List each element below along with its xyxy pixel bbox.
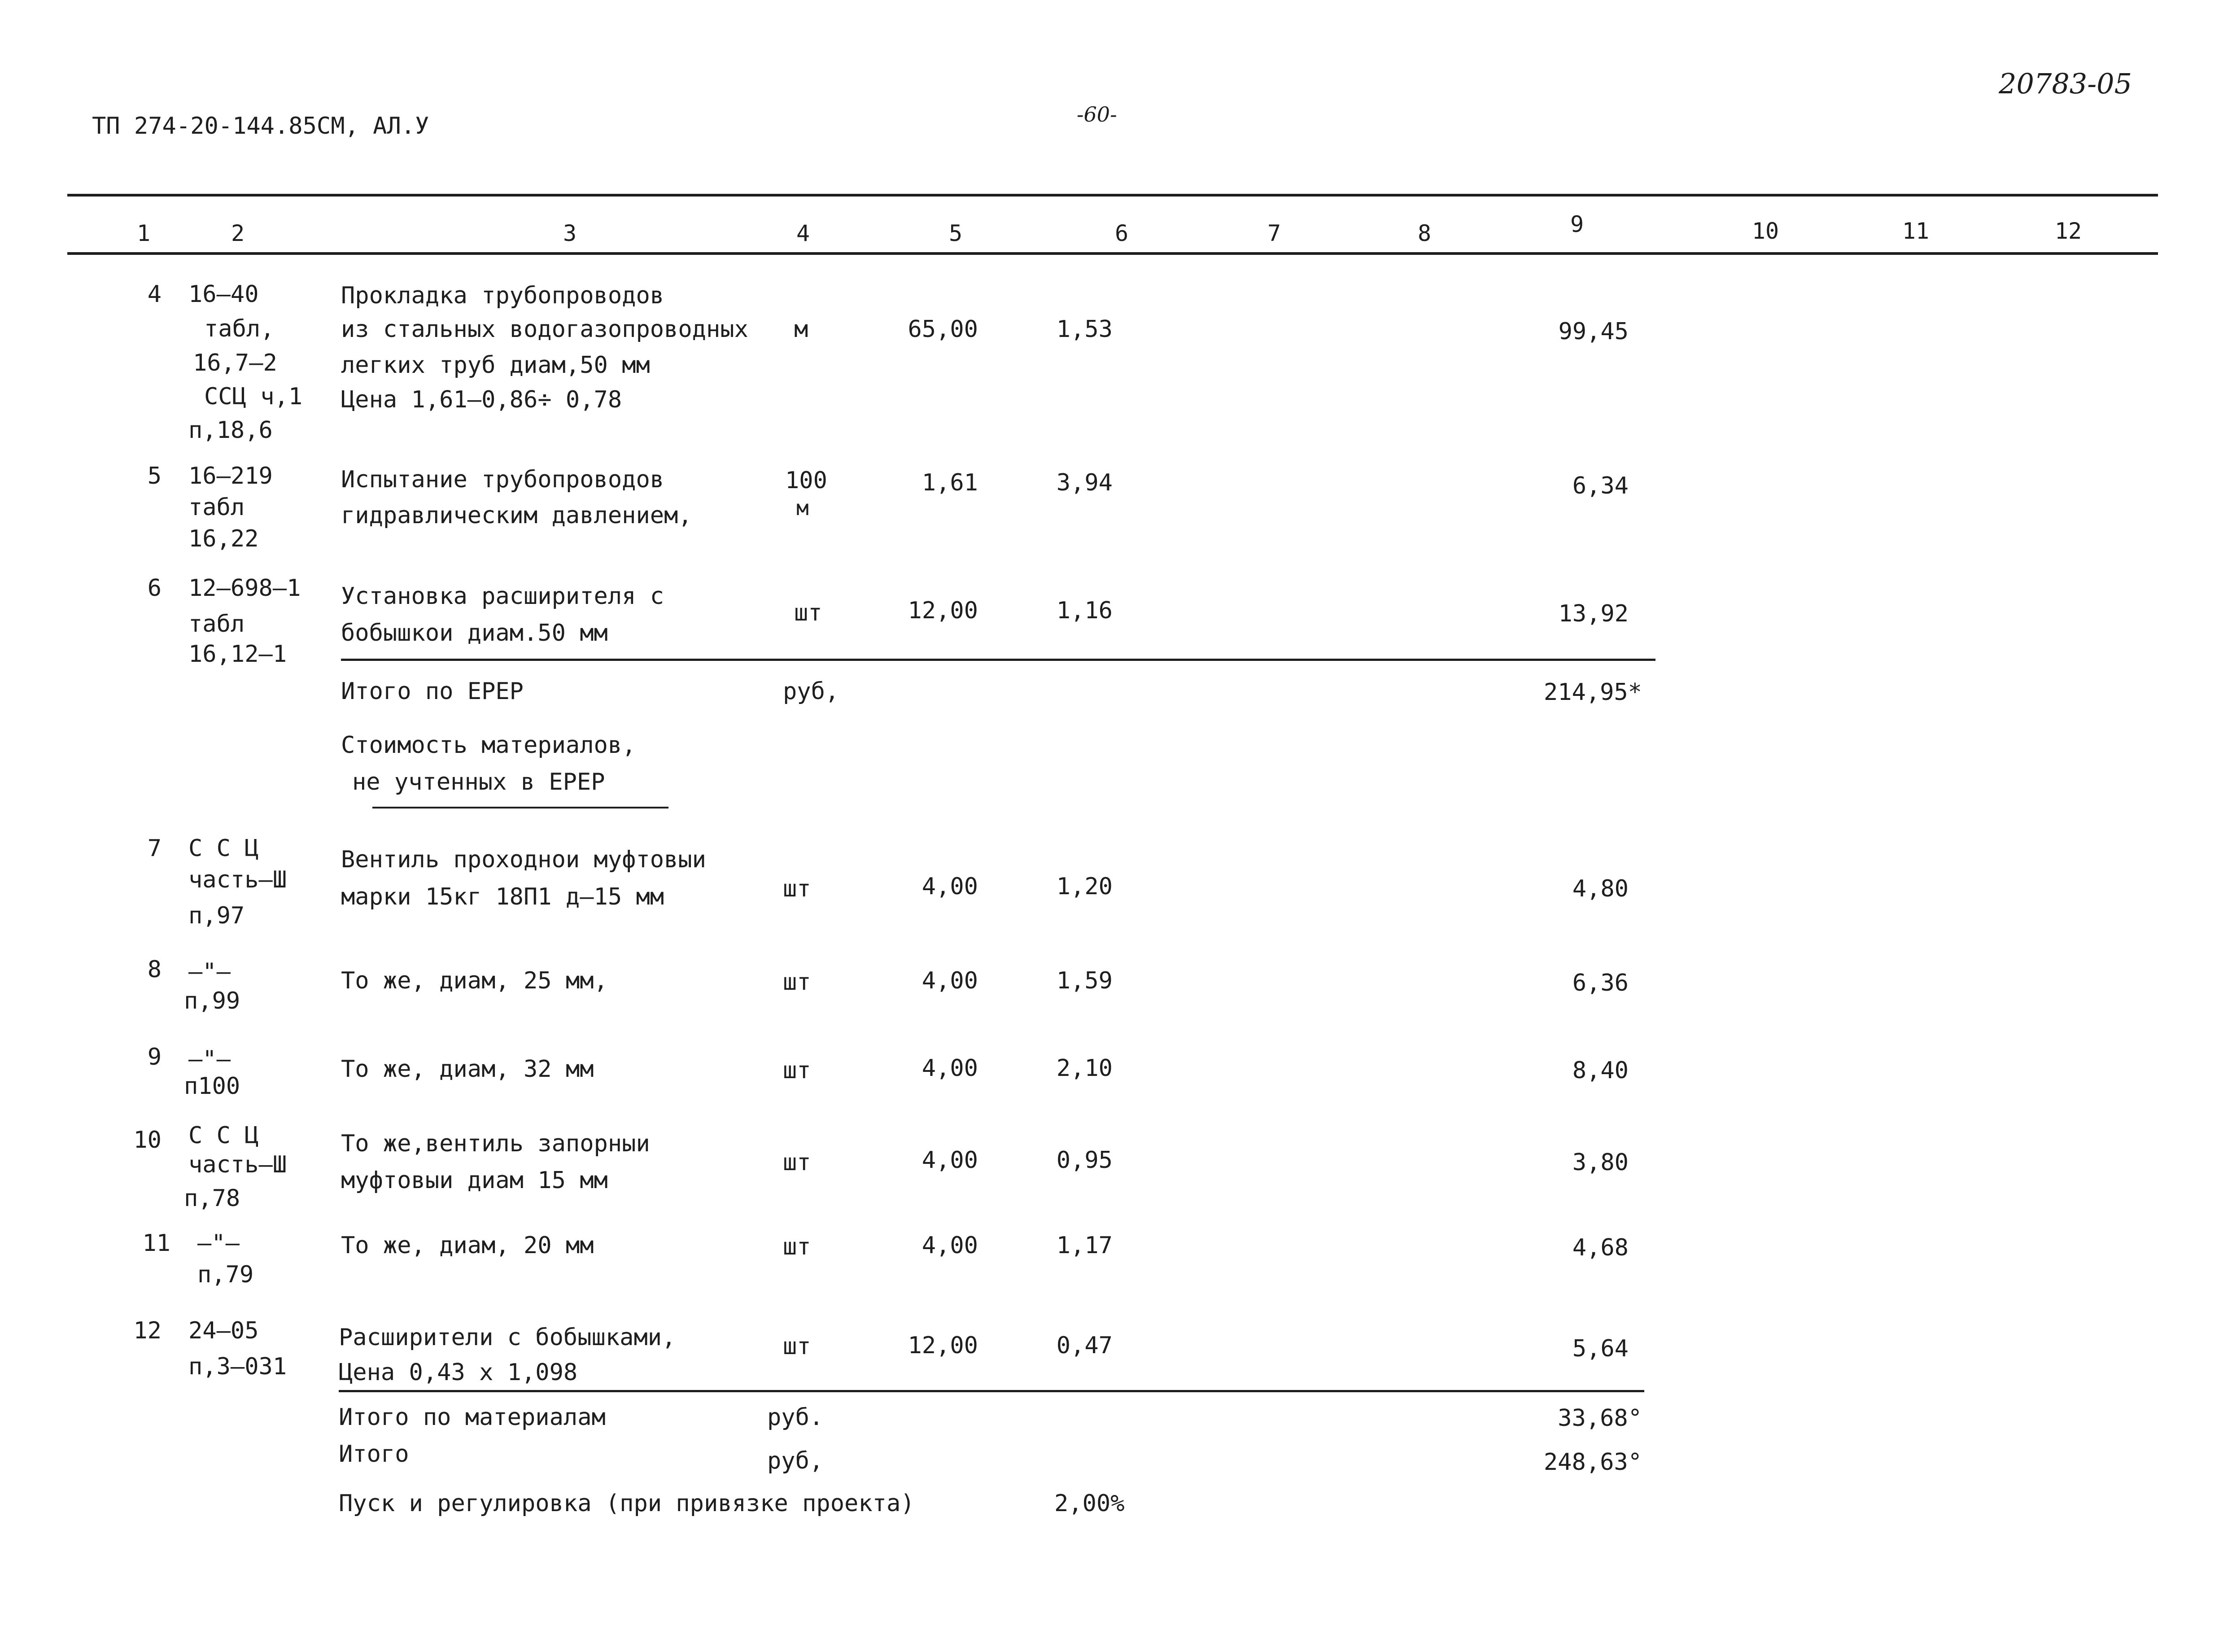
description-line: из стальных водогазопроводных: [341, 316, 748, 343]
quantity: 4,00: [922, 1147, 978, 1174]
quantity: 4,00: [922, 1055, 978, 1082]
description-line: Прокладка трубопроводов: [341, 282, 664, 309]
unit-price: 1,20: [1056, 873, 1113, 900]
column-header: 7: [1267, 220, 1281, 246]
total-label: Итого: [339, 1441, 409, 1468]
description-line: муфтовыи диам 15 мм: [341, 1167, 608, 1194]
ref-line: п,3–031: [188, 1353, 287, 1380]
unit: м: [796, 496, 809, 520]
unit: шт: [783, 969, 811, 996]
total-cost: 13,92: [1558, 600, 1629, 627]
row-number: 6: [147, 575, 162, 602]
materials-heading: не учтенных в ЕРЕР: [352, 769, 605, 795]
sheet-number: 20783-05: [1999, 67, 2132, 100]
unit-price: 1,53: [1056, 316, 1113, 343]
column-header: 4: [796, 220, 810, 246]
unit: м: [794, 316, 808, 343]
description-line: марки 15кг 18П1 д–15 мм: [341, 883, 664, 910]
startup-label: Пуск и регулировка (при привязке проекта): [339, 1490, 915, 1517]
quantity: 1,61: [922, 469, 978, 496]
subtotal-label: Итого по материалам: [339, 1404, 606, 1431]
ref-line: 16,22: [188, 525, 259, 552]
description-line: То же,вентиль запорныи: [341, 1130, 650, 1157]
ref-line: С С Ц: [188, 1122, 259, 1149]
ref-line: 12–698–1: [188, 575, 301, 602]
ref-line: 16,7–2: [193, 350, 277, 376]
total-cost: 3,80: [1572, 1149, 1629, 1176]
description-line: То же, диам, 25 мм,: [341, 967, 608, 994]
quantity: 4,00: [922, 1232, 978, 1259]
quantity: 4,00: [922, 967, 978, 994]
unit: шт: [783, 1233, 811, 1260]
row-number: 11: [142, 1230, 170, 1257]
ref-line: 16–219: [188, 463, 273, 489]
column-header: 9: [1570, 211, 1584, 237]
column-header: 3: [563, 220, 577, 246]
row-number: 10: [133, 1127, 162, 1154]
table-header-rule: [67, 252, 2158, 255]
description-line: Цена 1,61–0,86÷ 0,78: [341, 386, 622, 413]
ref-line: п,79: [197, 1261, 254, 1288]
description-line: Расширители с бобышками,: [339, 1324, 676, 1351]
unit: шт: [794, 599, 822, 626]
description-line: Испытание трубопроводов: [341, 466, 664, 493]
unit: шт: [783, 1333, 811, 1360]
column-header: 8: [1417, 220, 1432, 246]
startup-value: 2,00%: [1054, 1490, 1125, 1517]
unit: 100: [785, 467, 827, 494]
ref-line: табл: [188, 611, 245, 638]
section-divider: [341, 659, 1655, 661]
column-header: 5: [948, 220, 963, 246]
unit-price: 1,59: [1056, 967, 1113, 994]
total-cost: 8,40: [1572, 1057, 1629, 1084]
ref-line: часть–Ш: [188, 866, 287, 893]
total-unit: руб,: [767, 1447, 824, 1474]
column-header: 11: [1902, 218, 1930, 244]
quantity: 12,00: [908, 1332, 978, 1359]
page-number: -60-: [1077, 102, 1117, 127]
description-line: То же, диам, 32 мм: [341, 1056, 594, 1083]
ref-line: часть–Ш: [188, 1151, 287, 1178]
row-number: 12: [133, 1317, 162, 1344]
ref-line: –"–: [197, 1230, 240, 1257]
unit-price: 1,17: [1056, 1232, 1113, 1259]
subtotal-label: Итого по ЕРЕР: [341, 678, 524, 705]
total-cost: 99,45: [1558, 318, 1629, 345]
column-header: 1: [136, 220, 151, 246]
row-number: 4: [147, 281, 162, 308]
column-header: 2: [231, 220, 245, 246]
total-value: 248,63°: [1543, 1449, 1642, 1476]
total-cost: 6,36: [1572, 970, 1629, 996]
column-header: 10: [1752, 218, 1779, 244]
ref-line: ССЦ ч,1: [204, 383, 303, 410]
unit-price: 0,47: [1056, 1332, 1113, 1359]
row-number: 8: [147, 956, 162, 983]
ref-line: п100: [184, 1073, 240, 1100]
materials-heading: Стоимость материалов,: [341, 732, 636, 759]
row-number: 5: [147, 463, 162, 489]
description-line: легких труб диам,50 мм: [341, 352, 650, 379]
ref-line: –"–: [188, 1046, 231, 1073]
unit: шт: [783, 1149, 811, 1176]
row-number: 9: [147, 1044, 162, 1071]
table-top-rule: [67, 194, 2158, 197]
subtotal-value: 33,68°: [1558, 1405, 1642, 1432]
description-line: То же, диам, 20 мм: [341, 1232, 594, 1259]
column-header: 12: [2054, 218, 2082, 244]
ref-line: п,18,6: [188, 417, 273, 444]
unit: шт: [783, 1057, 811, 1084]
unit: шт: [783, 875, 811, 902]
unit-price: 2,10: [1056, 1055, 1113, 1082]
quantity: 4,00: [922, 873, 978, 900]
ref-line: 24–05: [188, 1317, 259, 1344]
quantity: 65,00: [908, 316, 978, 343]
total-cost: 4,68: [1572, 1234, 1629, 1261]
description-line: Цена 0,43 x 1,098: [339, 1359, 578, 1386]
document-code: ТП 274-20-144.85СМ, АЛ.У: [92, 113, 429, 140]
quantity: 12,00: [908, 597, 978, 624]
unit-price: 0,95: [1056, 1147, 1113, 1174]
ref-line: табл,: [204, 315, 275, 342]
heading-underline: [372, 807, 668, 809]
description-line: бобышкои диам.50 мм: [341, 620, 608, 647]
ref-line: п,99: [184, 988, 240, 1014]
ref-line: –"–: [188, 958, 231, 985]
description-line: Вентиль проходнои муфтовыи: [341, 846, 706, 873]
ref-line: табл: [188, 494, 245, 521]
ref-line: п,97: [188, 902, 245, 929]
subtotal-unit: руб.: [767, 1404, 824, 1431]
column-header: 6: [1114, 220, 1129, 246]
description-line: гидравлическим давлением,: [341, 502, 692, 529]
ref-line: 16–40: [188, 281, 259, 308]
unit-price: 3,94: [1056, 469, 1113, 496]
ref-line: С С Ц: [188, 835, 259, 862]
total-cost: 6,34: [1572, 472, 1629, 499]
total-cost: 5,64: [1572, 1335, 1629, 1362]
total-cost: 4,80: [1572, 875, 1629, 902]
ref-line: 16,12–1: [188, 641, 287, 668]
subtotal-unit: руб,: [783, 678, 839, 705]
row-number: 7: [147, 835, 162, 862]
unit-price: 1,16: [1056, 597, 1113, 624]
description-line: Установка расширителя с: [341, 583, 664, 610]
ref-line: п,78: [184, 1185, 240, 1212]
section-divider: [339, 1390, 1644, 1392]
subtotal-value: 214,95*: [1543, 679, 1642, 706]
